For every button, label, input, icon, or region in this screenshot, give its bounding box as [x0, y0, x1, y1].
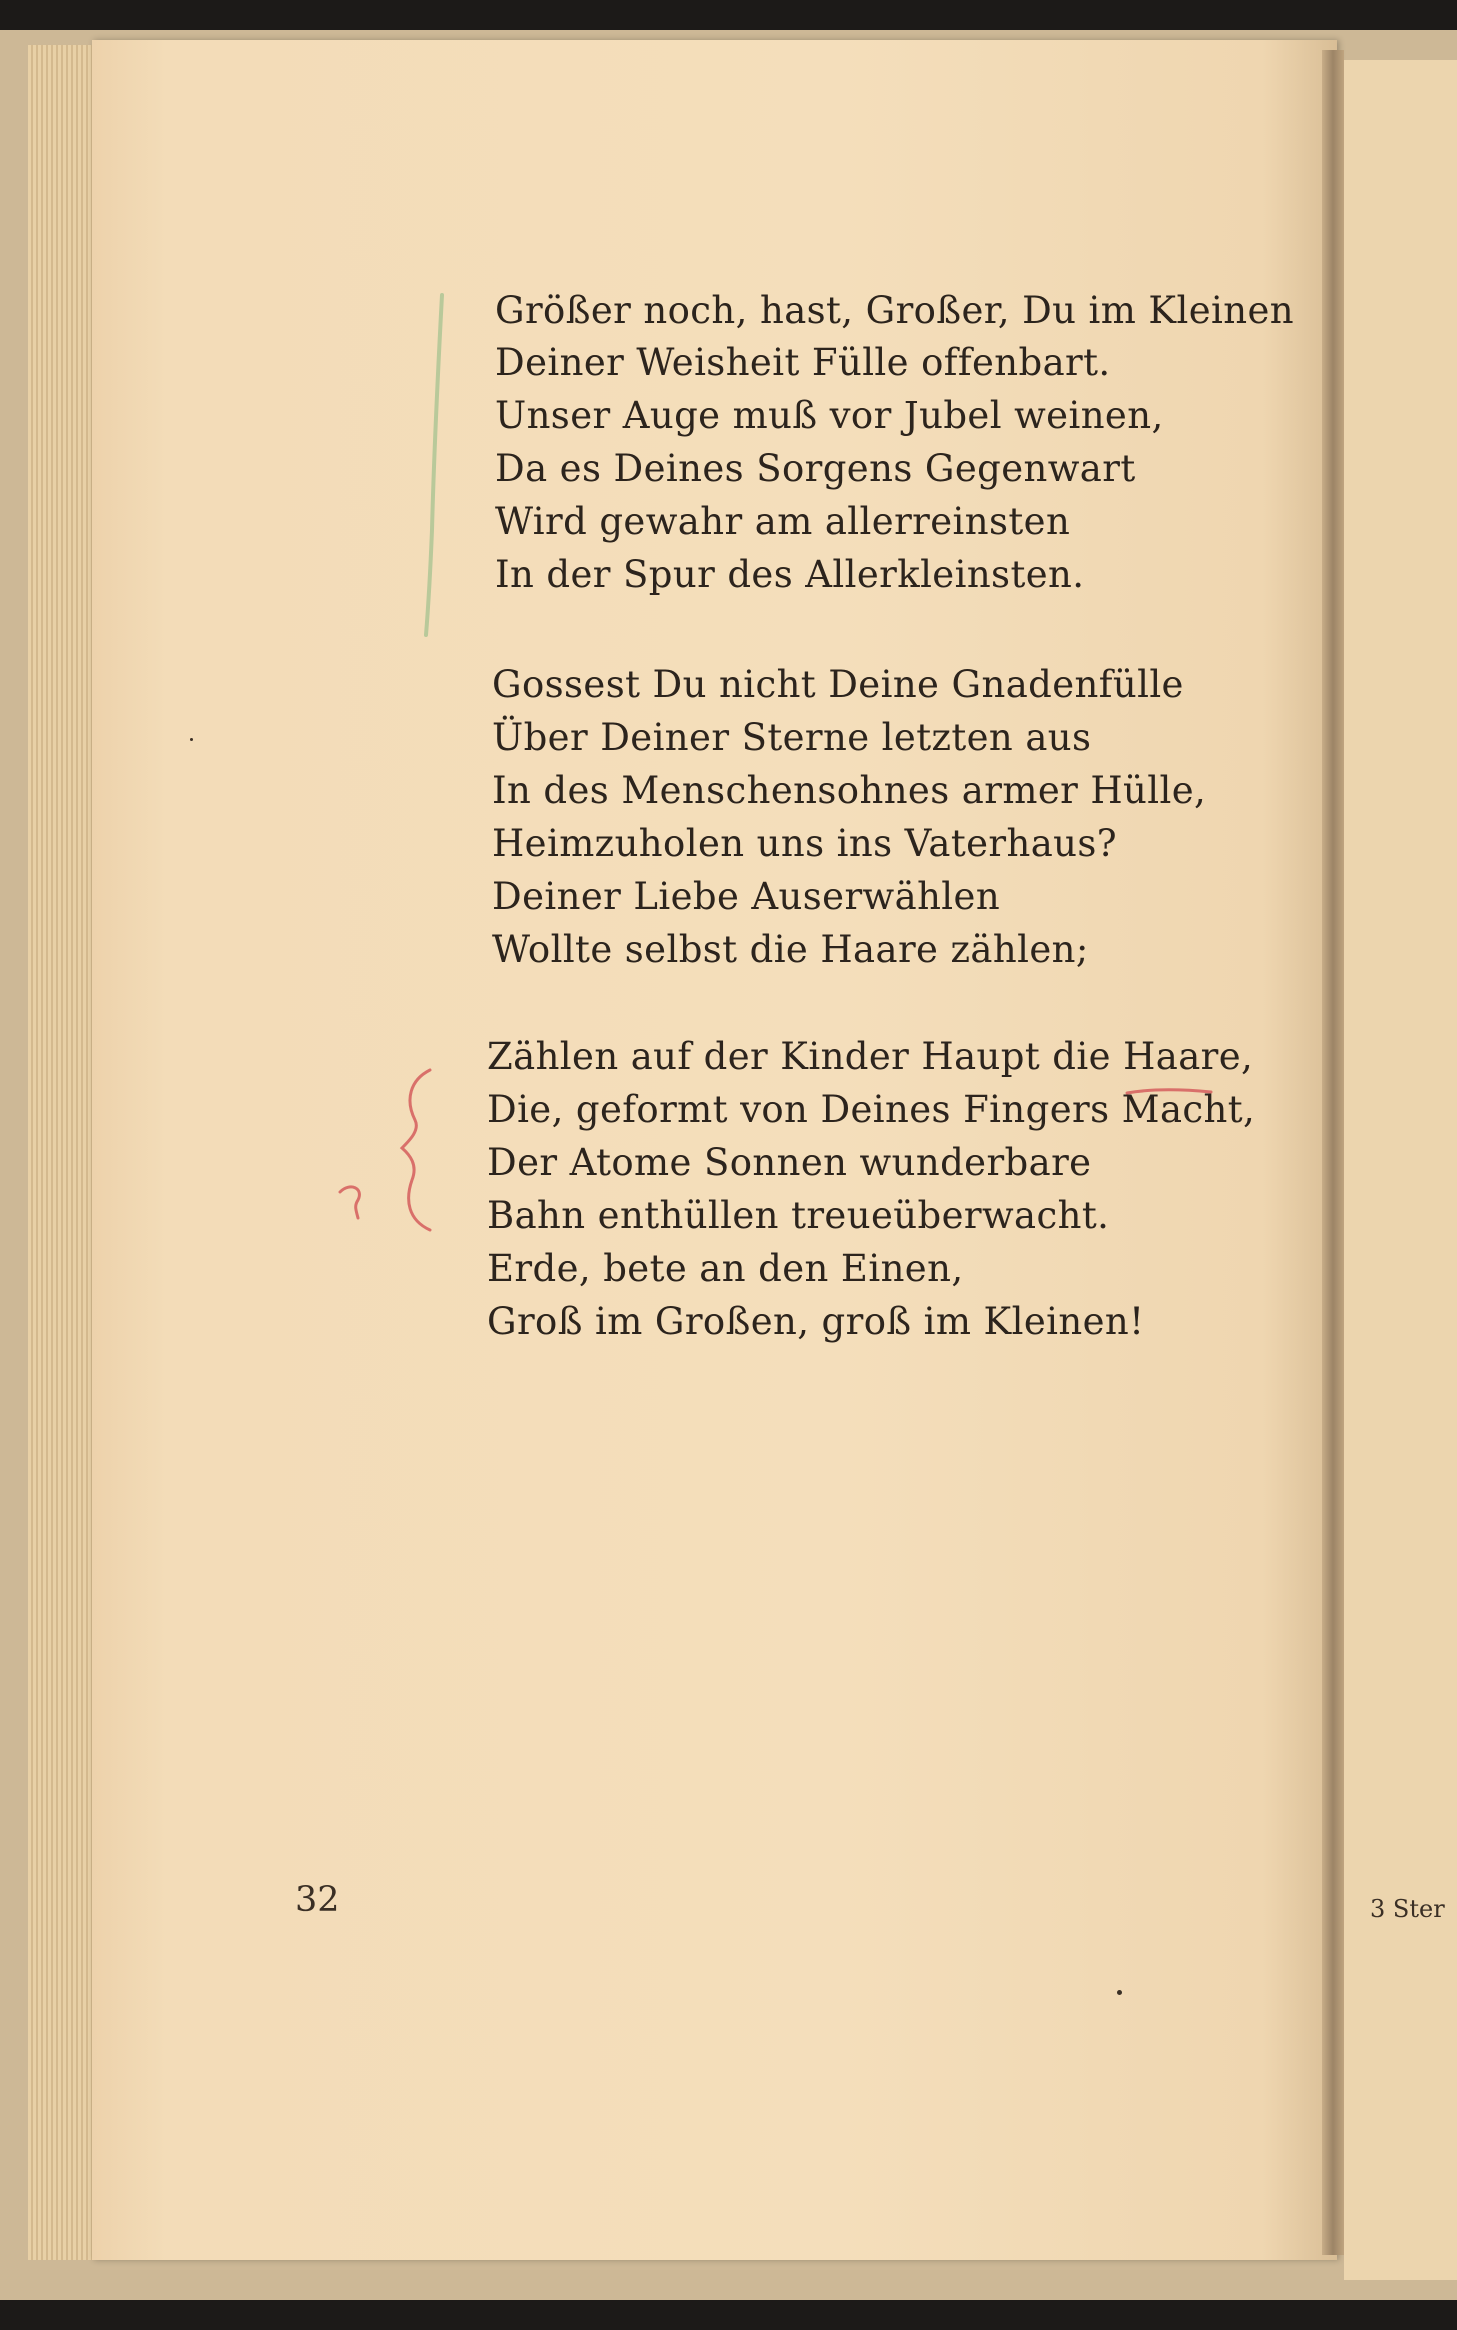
poem-line: Größer noch, hast, Großer, Du im Kleinen [495, 289, 1294, 332]
poem-line: Heimzuholen uns ins Vaterhaus? [492, 822, 1118, 865]
ink-speck [190, 738, 193, 741]
poem-line: Groß im Großen, groß im Kleinen! [487, 1300, 1145, 1343]
poem-line: Wollte selbst die Haare zählen; [492, 928, 1089, 971]
poem-line: Deiner Liebe Auserwählen [492, 875, 1001, 918]
poem-line: Über Deiner Sterne letzten aus [492, 716, 1092, 759]
poem-line: Zählen auf der Kinder Haupt die Haare, [487, 1035, 1254, 1078]
poem-line: Der Atome Sonnen wunderbare [487, 1141, 1092, 1184]
ink-speck [1117, 1990, 1122, 1995]
poem-line: Die, geformt von Deines Fingers Macht, [487, 1088, 1256, 1131]
poem-line: Da es Deines Sorgens Gegenwart [495, 447, 1136, 490]
poem-line: Erde, bete an den Einen, [487, 1247, 964, 1290]
facing-page-signature: 3 Ster [1370, 1895, 1445, 1923]
poem-line: Bahn enthüllen treueüberwacht. [487, 1194, 1110, 1237]
poem-line: In der Spur des Allerkleinsten. [495, 553, 1085, 596]
poem-line: Deiner Weisheit Fülle offenbart. [495, 341, 1111, 384]
page-number: 32 [295, 1880, 340, 1920]
poem-line: Gossest Du nicht Deine Gnadenfülle [492, 663, 1184, 706]
poem-line: Wird gewahr am allerreinsten [495, 500, 1071, 543]
facing-page [1344, 60, 1457, 2280]
poem-line: Unser Auge muß vor Jubel weinen, [495, 394, 1164, 437]
poem-line: In des Menschensohnes armer Hülle, [492, 769, 1207, 812]
